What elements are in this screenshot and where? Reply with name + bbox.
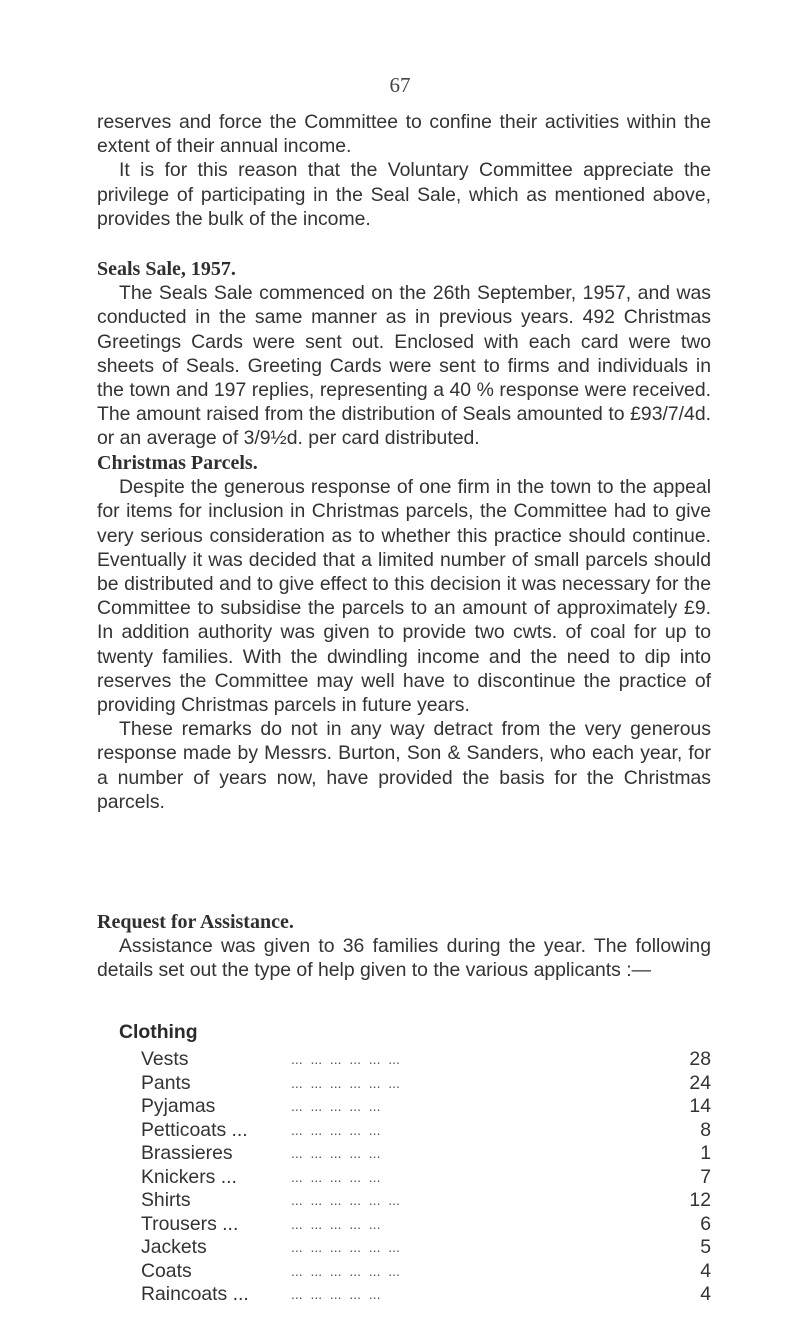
intro-paragraph-continuation: reserves and force the Committee to confine their activities within the extent of their annual income. [97,111,711,158]
dot-leader: ... ... ... ... ... ... [291,1262,400,1279]
christmas-parcels-paragraph: Despite the generous response of one firm in the town to the appeal for items for inclusion in Christmas parcels, the Committee had to give very serious consideration as to whether this practice should continue. Eventually it was decided that a limited number of small parcels should be distributed and to give effect to this decision it was necessary for the Committee to subsidise the parcels to an amount of approximately £9. In addition authority was given to provide two cwts. of coal for up to twenty families. With the dwindling income and the need to dip into reserves the Committee may well have to discontinue the practice of providing Christmas parcels in future years. [97,476,711,717]
clothing-row-jackets [141,1236,711,1260]
request-assistance-section [97,910,711,983]
dot-leader: ... ... ... ... ... ... [291,1051,400,1067]
seals-sale-section [97,257,711,451]
clothing-row-pants [141,1072,711,1096]
christmas-parcels-heading: Christmas Parcels. [97,452,258,474]
clothing-row-pyjamas [141,1095,711,1119]
intro-paragraph-seal-sale: It is for this reason that the Voluntary Committee appreciate the privilege of participating in the Seal Sale, which as mentioned above, provides the bulk of the income. [97,159,711,230]
clothing-row-shirts [141,1189,711,1213]
clothing-item-quantity: 28 [689,1048,711,1070]
clothing-item-name: Raincoats ... [141,1283,249,1305]
christmas-parcels-remarks-paragraph: These remarks do not in any way detract from the very generous response made by Messrs. Burton, Son & Sanders, who each year, for a number of years now, have provided the basis for the Christmas parcels. [97,718,711,813]
dot-leader: ... ... ... ... ... [291,1121,381,1138]
intro-section [97,110,711,231]
clothing-item-quantity: 7 [700,1165,711,1188]
request-assistance-heading: Request for Assistance. [97,911,294,933]
dot-leader: ... ... ... ... ... [291,1215,381,1232]
dot-leader: ... ... ... ... ... [291,1286,381,1302]
clothing-item-name: Pants [141,1071,191,1094]
clothing-item-quantity: 4 [700,1283,711,1305]
clothing-item-quantity: 8 [700,1118,711,1141]
clothing-row-brassieres [141,1142,711,1166]
clothing-item-name: Petticoats ... [141,1118,248,1141]
dot-leader: ... ... ... ... ... ... [291,1239,400,1255]
clothing-row-trousers [141,1213,711,1237]
clothing-item-quantity: 5 [700,1236,711,1258]
christmas-parcels-section [97,451,711,814]
page-number: 67 [389,73,411,97]
dot-leader: ... ... ... ... ... [291,1145,381,1161]
clothing-row-petticoats [141,1119,711,1143]
clothing-item-name: Jackets [141,1236,207,1258]
clothing-item-quantity: 1 [700,1142,711,1164]
clothing-item-name: Shirts [141,1189,191,1211]
clothing-item-quantity: 14 [689,1095,711,1117]
dot-leader: ... ... ... ... ... ... [291,1074,400,1091]
seals-sale-heading: Seals Sale, 1957. [97,258,236,280]
clothing-item-name: Brassieres [141,1142,233,1164]
clothing-row-vests [141,1048,711,1072]
dot-leader: ... ... ... ... ... [291,1098,381,1114]
dot-leader: ... ... ... ... ... ... [291,1192,400,1208]
clothing-item-name: Coats [141,1259,192,1282]
clothing-row-knickers [141,1166,711,1190]
clothing-item-quantity: 4 [700,1259,711,1282]
request-assistance-paragraph: Assistance was given to 36 families during the year. The following details set out the type of help given to the various applicants :— [97,935,711,982]
dot-leader: ... ... ... ... ... [291,1168,381,1185]
clothing-item-name: Knickers ... [141,1165,237,1188]
clothing-row-raincoats [141,1283,711,1307]
clothing-item-name: Trousers ... [141,1212,239,1235]
seals-sale-paragraph: The Seals Sale commenced on the 26th September, 1957, and was conducted in the same manner as in previous years. 492 Christmas Greetings Cards were sent out. Enclosed with each card were two sheets of Seals. Greeting Cards were sent to firms and individuals in the town and 197 replies, representing a 40 % response were received. The amount raised from the distribution of Seals amounted to £93/7/4d. or an average of 3/9½d. per card distributed. [97,282,711,450]
clothing-item-quantity: 12 [689,1189,711,1211]
clothing-item-quantity: 6 [700,1212,711,1235]
clothing-item-name: Pyjamas [141,1095,216,1117]
clothing-row-coats [141,1260,711,1284]
clothing-item-quantity: 24 [689,1071,711,1094]
clothing-item-name: Vests [141,1048,189,1070]
clothing-heading: Clothing [119,1021,198,1043]
clothing-list [141,1048,711,1307]
